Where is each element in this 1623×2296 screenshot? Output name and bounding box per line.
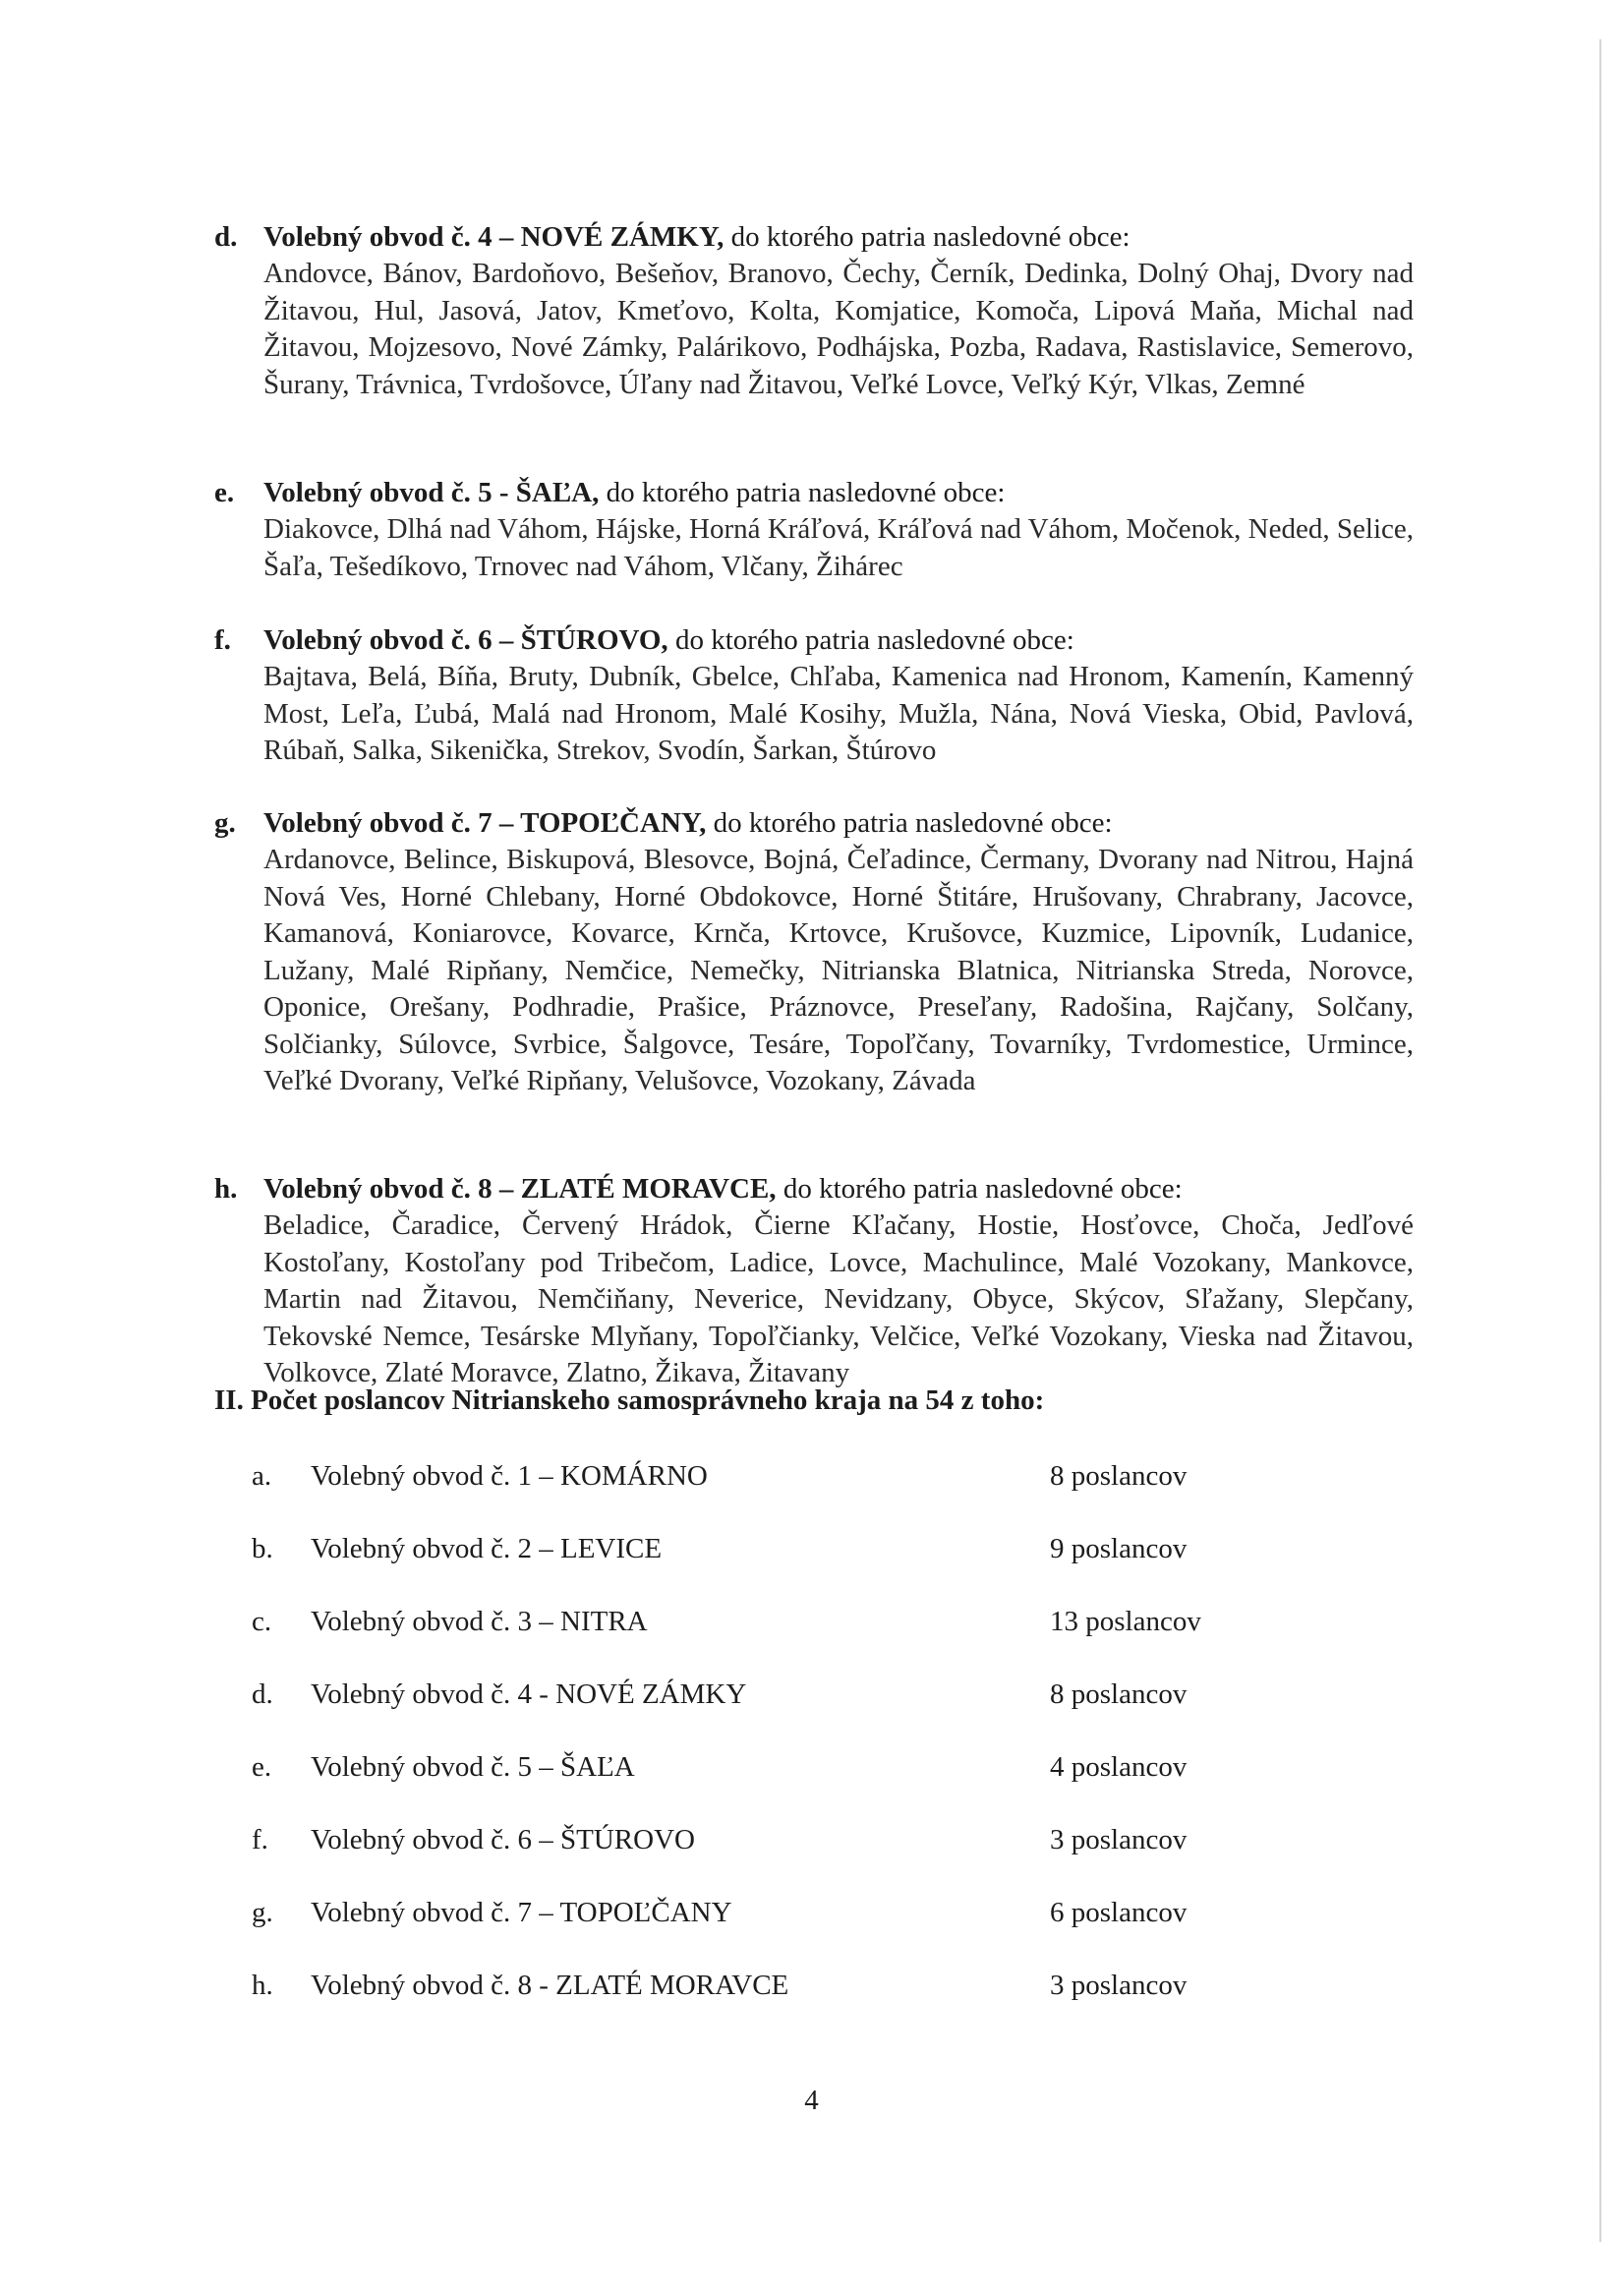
district-towns: Ardanovce, Belince, Biskupová, Blesovce, Bojná, Čeľadince, Čermany, Dvorany nad Nitrou, Hajná Nová Ves, Horné Chlebany, Horné Obdokovce, Horné Štitáre, Hrušovany, Chrabrany, Jacovce, Kamanová, Koniarovce, Kovarce, Krnča, Krtovce, Krušovce, Kuzmice, Lipovník, Ludanice, Lužany, Malé Ripňany, Nemčice, Nemečky, Nitrianska Blatnica, Nitrianska Streda, Norovce, Oponice, Orešany, Podhradie, Prašice, Práznovce, Preseľany, Radošina, Rajčany, Solčany, Solčianky, Súlovce, Svrbice, Šalgovce, Tesáre, Topoľčany, Tovarníky, Tvrdomestice, Urmince, Veľké Dvorany, Veľké Ripňany, Velušovce, Vozokany, Závada <box>263 844 1414 1096</box>
district-heading <box>214 218 1414 256</box>
scan-edge-line <box>1599 39 1601 2242</box>
page-number: 4 <box>804 2085 819 2116</box>
seats-row <box>252 1967 1235 2039</box>
district-intro: do ktorého patria nasledovné obce: <box>776 1173 1183 1205</box>
seats-row-letter: h. <box>252 1970 273 2001</box>
seats-row-district: Volebný obvod č. 3 – NITRA <box>311 1606 648 1637</box>
seats-row-count: 6 poslancov <box>1050 1897 1188 1928</box>
district-heading <box>214 621 1414 659</box>
seats-row-district: Volebný obvod č. 4 - NOVÉ ZÁMKY <box>311 1678 747 1710</box>
seats-row-letter: d. <box>252 1678 273 1710</box>
district-letter: e. <box>214 477 235 508</box>
seats-row-count: 8 poslancov <box>1050 1678 1188 1710</box>
district-towns: Bajtava, Belá, Bíňa, Bruty, Dubník, Gbelce, Chľaba, Kamenica nad Hronom, Kamenín, Kamenný Most, Leľa, Ľubá, Malá nad Hronom, Malé Kosihy, Mužla, Nána, Nová Vieska, Obid, Pavlová, Rúbaň, Salka, Sikenička, Strekov, Svodín, Šarkan, Štúrovo <box>263 661 1414 766</box>
district-towns: Diakovce, Dlhá nad Váhom, Hájske, Horná Kráľová, Kráľová nad Váhom, Močenok, Neded, Selice, Šaľa, Tešedíkovo, Trnovec nad Váhom, Vlčany, Žihárec <box>263 513 1414 582</box>
seats-heading: II. Počet poslancov Nitrianskeho samosprávneho kraja na 54 z toho: <box>214 1384 1045 1416</box>
district-section-zlate-moravce <box>214 1170 1414 1392</box>
seats-row-count: 9 poslancov <box>1050 1533 1188 1564</box>
district-section-sturovo <box>214 621 1414 770</box>
seats-row-district: Volebný obvod č. 7 – TOPOĽČANY <box>311 1897 732 1928</box>
seats-row <box>252 1603 1235 1676</box>
seats-row-district: Volebný obvod č. 1 – KOMÁRNO <box>311 1460 708 1492</box>
district-heading <box>214 1170 1414 1207</box>
district-title: Volebný obvod č. 8 – ZLATÉ MORAVCE, <box>263 1173 777 1205</box>
seats-row-letter: c. <box>252 1606 272 1637</box>
district-section-nove-zamky <box>214 218 1414 403</box>
seats-row <box>252 1748 1235 1821</box>
seats-row-letter: a. <box>252 1460 272 1492</box>
district-letter: g. <box>214 807 236 839</box>
district-intro: do ktorého patria nasledovné obce: <box>667 624 1074 656</box>
district-towns: Andovce, Bánov, Bardoňovo, Bešeňov, Branovo, Čechy, Černík, Dedinka, Dolný Ohaj, Dvory nad Žitavou, Hul, Jasová, Jatov, Kmeťovo, Kolta, Komjatice, Komoča, Lipová Maňa, Michal nad Žitavou, Mojzesovo, Nové Zámky, Palárikovo, Podhájska, Pozba, Radava, Rastislavice, Semerovo, Šurany, Trávnica, Tvrdošovce, Úľany nad Žitavou, Veľké Lovce, Veľký Kýr, Vlkas, Zemné <box>263 258 1414 400</box>
seats-row-letter: b. <box>252 1533 273 1564</box>
district-heading <box>214 474 1414 511</box>
seats-row-district: Volebný obvod č. 2 – LEVICE <box>311 1533 663 1564</box>
seats-row <box>252 1457 1235 1530</box>
district-title: Volebný obvod č. 5 - ŠAĽA, <box>263 477 600 508</box>
seats-row-count: 3 poslancov <box>1050 1970 1188 2001</box>
seats-row-count: 4 poslancov <box>1050 1751 1188 1783</box>
seats-row-letter: f. <box>252 1824 268 1855</box>
seats-row <box>252 1530 1235 1603</box>
seats-row <box>252 1894 1235 1967</box>
district-intro: do ktorého patria nasledovné obce: <box>706 807 1113 839</box>
district-title: Volebný obvod č. 4 – NOVÉ ZÁMKY, <box>263 221 725 253</box>
seats-row <box>252 1676 1235 1748</box>
seats-row-letter: g. <box>252 1897 273 1928</box>
seats-row-count: 8 poslancov <box>1050 1460 1188 1492</box>
district-towns: Beladice, Čaradice, Červený Hrádok, Čierne Kľačany, Hostie, Hosťovce, Choča, Jedľové Kostoľany, Kostoľany pod Tribečom, Ladice, Lovce, Machulince, Malé Vozokany, Mankovce, Martin nad Žitavou, Nemčiňany, Neverice, Nevidzany, Obyce, Skýcov, Sľažany, Slepčany, Tekovské Nemce, Tesárske Mlyňany, Topoľčianky, Velčice, Veľké Vozokany, Vieska nad Žitavou, Volkovce, Zlaté Moravce, Zlatno, Žikava, Žitavany <box>263 1209 1414 1388</box>
district-letter: f. <box>214 624 231 656</box>
district-section-topolcany <box>214 804 1414 1100</box>
district-intro: do ktorého patria nasledovné obce: <box>724 221 1130 253</box>
district-title: Volebný obvod č. 7 – TOPOĽČANY, <box>263 807 707 839</box>
seats-row-count: 3 poslancov <box>1050 1824 1188 1855</box>
seats-table <box>252 1457 1235 2039</box>
seats-row-district: Volebný obvod č. 5 – ŠAĽA <box>311 1751 635 1783</box>
district-letter: h. <box>214 1173 238 1205</box>
seats-row-district: Volebný obvod č. 8 - ZLATÉ MORAVCE <box>311 1970 789 2001</box>
district-section-sala <box>214 474 1414 585</box>
seats-row-letter: e. <box>252 1751 272 1783</box>
seats-row <box>252 1821 1235 1894</box>
district-intro: do ktorého patria nasledovné obce: <box>599 477 1006 508</box>
district-heading <box>214 804 1414 842</box>
seats-row-count: 13 poslancov <box>1050 1606 1201 1637</box>
district-title: Volebný obvod č. 6 – ŠTÚROVO, <box>263 624 668 656</box>
district-letter: d. <box>214 221 238 253</box>
seats-row-district: Volebný obvod č. 6 – ŠTÚROVO <box>311 1824 695 1855</box>
